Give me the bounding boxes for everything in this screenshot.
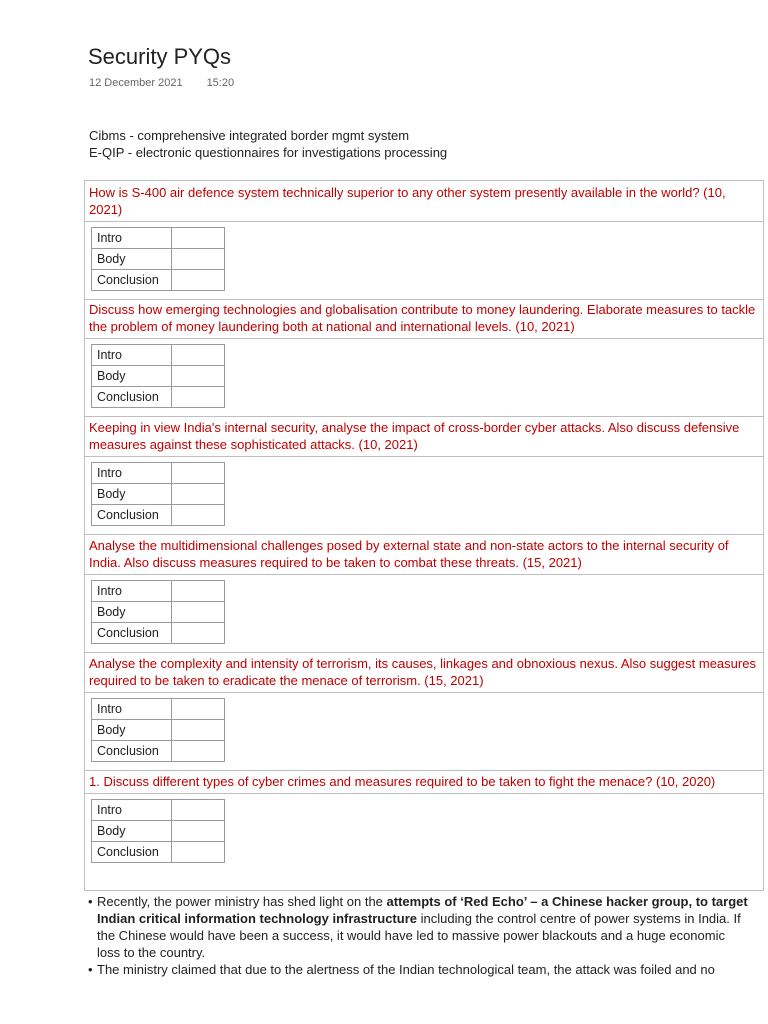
table-cell-label: Intro bbox=[92, 699, 172, 720]
table-row bbox=[92, 505, 225, 526]
table-cell-label: Body bbox=[92, 821, 172, 842]
bullet-text: including the control centre of power systems in India. If the Chinese would have been a success, it would have led to massive power blackouts and a huge economic loss to the country. bbox=[97, 911, 741, 960]
answer-area[interactable] bbox=[85, 575, 763, 652]
table-cell-label: Intro bbox=[92, 463, 172, 484]
bullet-text: The ministry claimed that due to the alertness of the Indian technological team, the attack was foiled and no bbox=[97, 962, 715, 977]
question-block bbox=[84, 298, 764, 417]
table-cell-label: Conclusion bbox=[92, 270, 172, 291]
table-cell-value[interactable] bbox=[172, 581, 225, 602]
question-block bbox=[84, 180, 764, 300]
table-cell-value[interactable] bbox=[172, 741, 225, 762]
question-text: Discuss how emerging technologies and globalisation contribute to money laundering. Elaborate measures to tackle the problem of money laundering both at national and international levels. (10, 2021) bbox=[85, 298, 763, 339]
list-item bbox=[88, 961, 748, 978]
table-cell-value[interactable] bbox=[172, 345, 225, 366]
table-cell-value[interactable] bbox=[172, 602, 225, 623]
page-meta bbox=[89, 77, 234, 89]
bullet-highlight: attempts of ‘Red Echo’ – a Chinese hacker group, to target Indian critical information technology infrastructure bbox=[97, 894, 748, 926]
table-cell-label: Intro bbox=[92, 345, 172, 366]
table-row bbox=[92, 484, 225, 505]
table-cell-value[interactable] bbox=[172, 463, 225, 484]
question-text: How is S-400 air defence system technically superior to any other system presently available in the world? (10, 2021) bbox=[85, 181, 763, 222]
answer-structure-table bbox=[91, 462, 225, 526]
table-cell-label: Intro bbox=[92, 800, 172, 821]
question-block bbox=[84, 770, 764, 891]
table-cell-label: Intro bbox=[92, 228, 172, 249]
table-cell-label: Body bbox=[92, 249, 172, 270]
question-text: Analyse the complexity and intensity of terrorism, its causes, linkages and obnoxious nexus. Also suggest measures required to be taken to eradicate the menace of terrorism. (15, 2021) bbox=[85, 652, 763, 693]
table-cell-label: Conclusion bbox=[92, 505, 172, 526]
note-line: Cibms - comprehensive integrated border mgmt system bbox=[89, 128, 410, 143]
page-title: Security PYQs bbox=[88, 44, 232, 69]
table-cell-value[interactable] bbox=[172, 270, 225, 291]
table-row bbox=[92, 270, 225, 291]
page-time: 15:20 bbox=[206, 77, 235, 89]
table-row bbox=[92, 623, 225, 644]
table-cell-value[interactable] bbox=[172, 505, 225, 526]
answer-structure-table bbox=[91, 799, 225, 863]
table-cell-value[interactable] bbox=[172, 366, 225, 387]
question-text: Keeping in view India's internal security, analyse the impact of cross-border cyber attacks. Also discuss defensive measures against these sophisticated attacks. (10, 2021) bbox=[85, 416, 763, 457]
table-cell-value[interactable] bbox=[172, 821, 225, 842]
table-cell-value[interactable] bbox=[172, 842, 225, 863]
question-text: Analyse the multidimensional challenges posed by external state and non-state actors to the internal security of India. Also discuss measures required to be taken to combat these threats. (15, 2021) bbox=[85, 534, 763, 575]
list-item bbox=[88, 893, 748, 961]
table-cell-value[interactable] bbox=[172, 484, 225, 505]
table-cell-label: Conclusion bbox=[92, 842, 172, 863]
answer-area[interactable] bbox=[85, 339, 763, 416]
page-date: 12 December 2021 bbox=[89, 77, 183, 89]
table-cell-value[interactable] bbox=[172, 720, 225, 741]
bullet-text: Recently, the power ministry has shed light on the bbox=[97, 894, 387, 909]
table-row bbox=[92, 699, 225, 720]
table-row bbox=[92, 366, 225, 387]
answer-area[interactable] bbox=[85, 457, 763, 534]
question-block bbox=[84, 534, 764, 653]
table-row bbox=[92, 842, 225, 863]
answer-area[interactable] bbox=[85, 222, 763, 299]
table-cell-label: Body bbox=[92, 366, 172, 387]
bullet-marker: • bbox=[88, 894, 93, 909]
table-cell-value[interactable] bbox=[172, 623, 225, 644]
question-text: 1. Discuss different types of cyber crimes and measures required to be taken to fight the menace? (10, 2020) bbox=[85, 770, 763, 794]
table-cell-value[interactable] bbox=[172, 249, 225, 270]
table-row bbox=[92, 228, 225, 249]
answer-structure-table bbox=[91, 344, 225, 408]
table-row bbox=[92, 345, 225, 366]
question-block bbox=[84, 652, 764, 771]
note-line: E-QIP - electronic questionnaires for investigations processing bbox=[89, 145, 448, 160]
table-cell-label: Intro bbox=[92, 581, 172, 602]
answer-structure-table bbox=[91, 580, 225, 644]
question-block bbox=[84, 416, 764, 535]
table-cell-label: Conclusion bbox=[92, 623, 172, 644]
answer-structure-table bbox=[91, 227, 225, 291]
table-cell-label: Body bbox=[92, 602, 172, 623]
table-cell-label: Body bbox=[92, 484, 172, 505]
table-cell-value[interactable] bbox=[172, 699, 225, 720]
table-cell-label: Conclusion bbox=[92, 387, 172, 408]
table-row bbox=[92, 581, 225, 602]
table-row bbox=[92, 249, 225, 270]
abbreviation-notes bbox=[89, 127, 447, 161]
bullet-marker: • bbox=[88, 962, 93, 977]
table-cell-label: Body bbox=[92, 720, 172, 741]
table-row bbox=[92, 720, 225, 741]
table-cell-value[interactable] bbox=[172, 387, 225, 408]
table-row bbox=[92, 602, 225, 623]
table-row bbox=[92, 463, 225, 484]
answer-area[interactable] bbox=[85, 794, 763, 890]
table-row bbox=[92, 821, 225, 842]
table-cell-value[interactable] bbox=[172, 800, 225, 821]
table-row bbox=[92, 741, 225, 762]
table-row bbox=[92, 800, 225, 821]
table-cell-label: Conclusion bbox=[92, 741, 172, 762]
bullet-notes bbox=[88, 893, 748, 978]
table-row bbox=[92, 387, 225, 408]
answer-structure-table bbox=[91, 698, 225, 762]
answer-area[interactable] bbox=[85, 693, 763, 770]
table-cell-value[interactable] bbox=[172, 228, 225, 249]
